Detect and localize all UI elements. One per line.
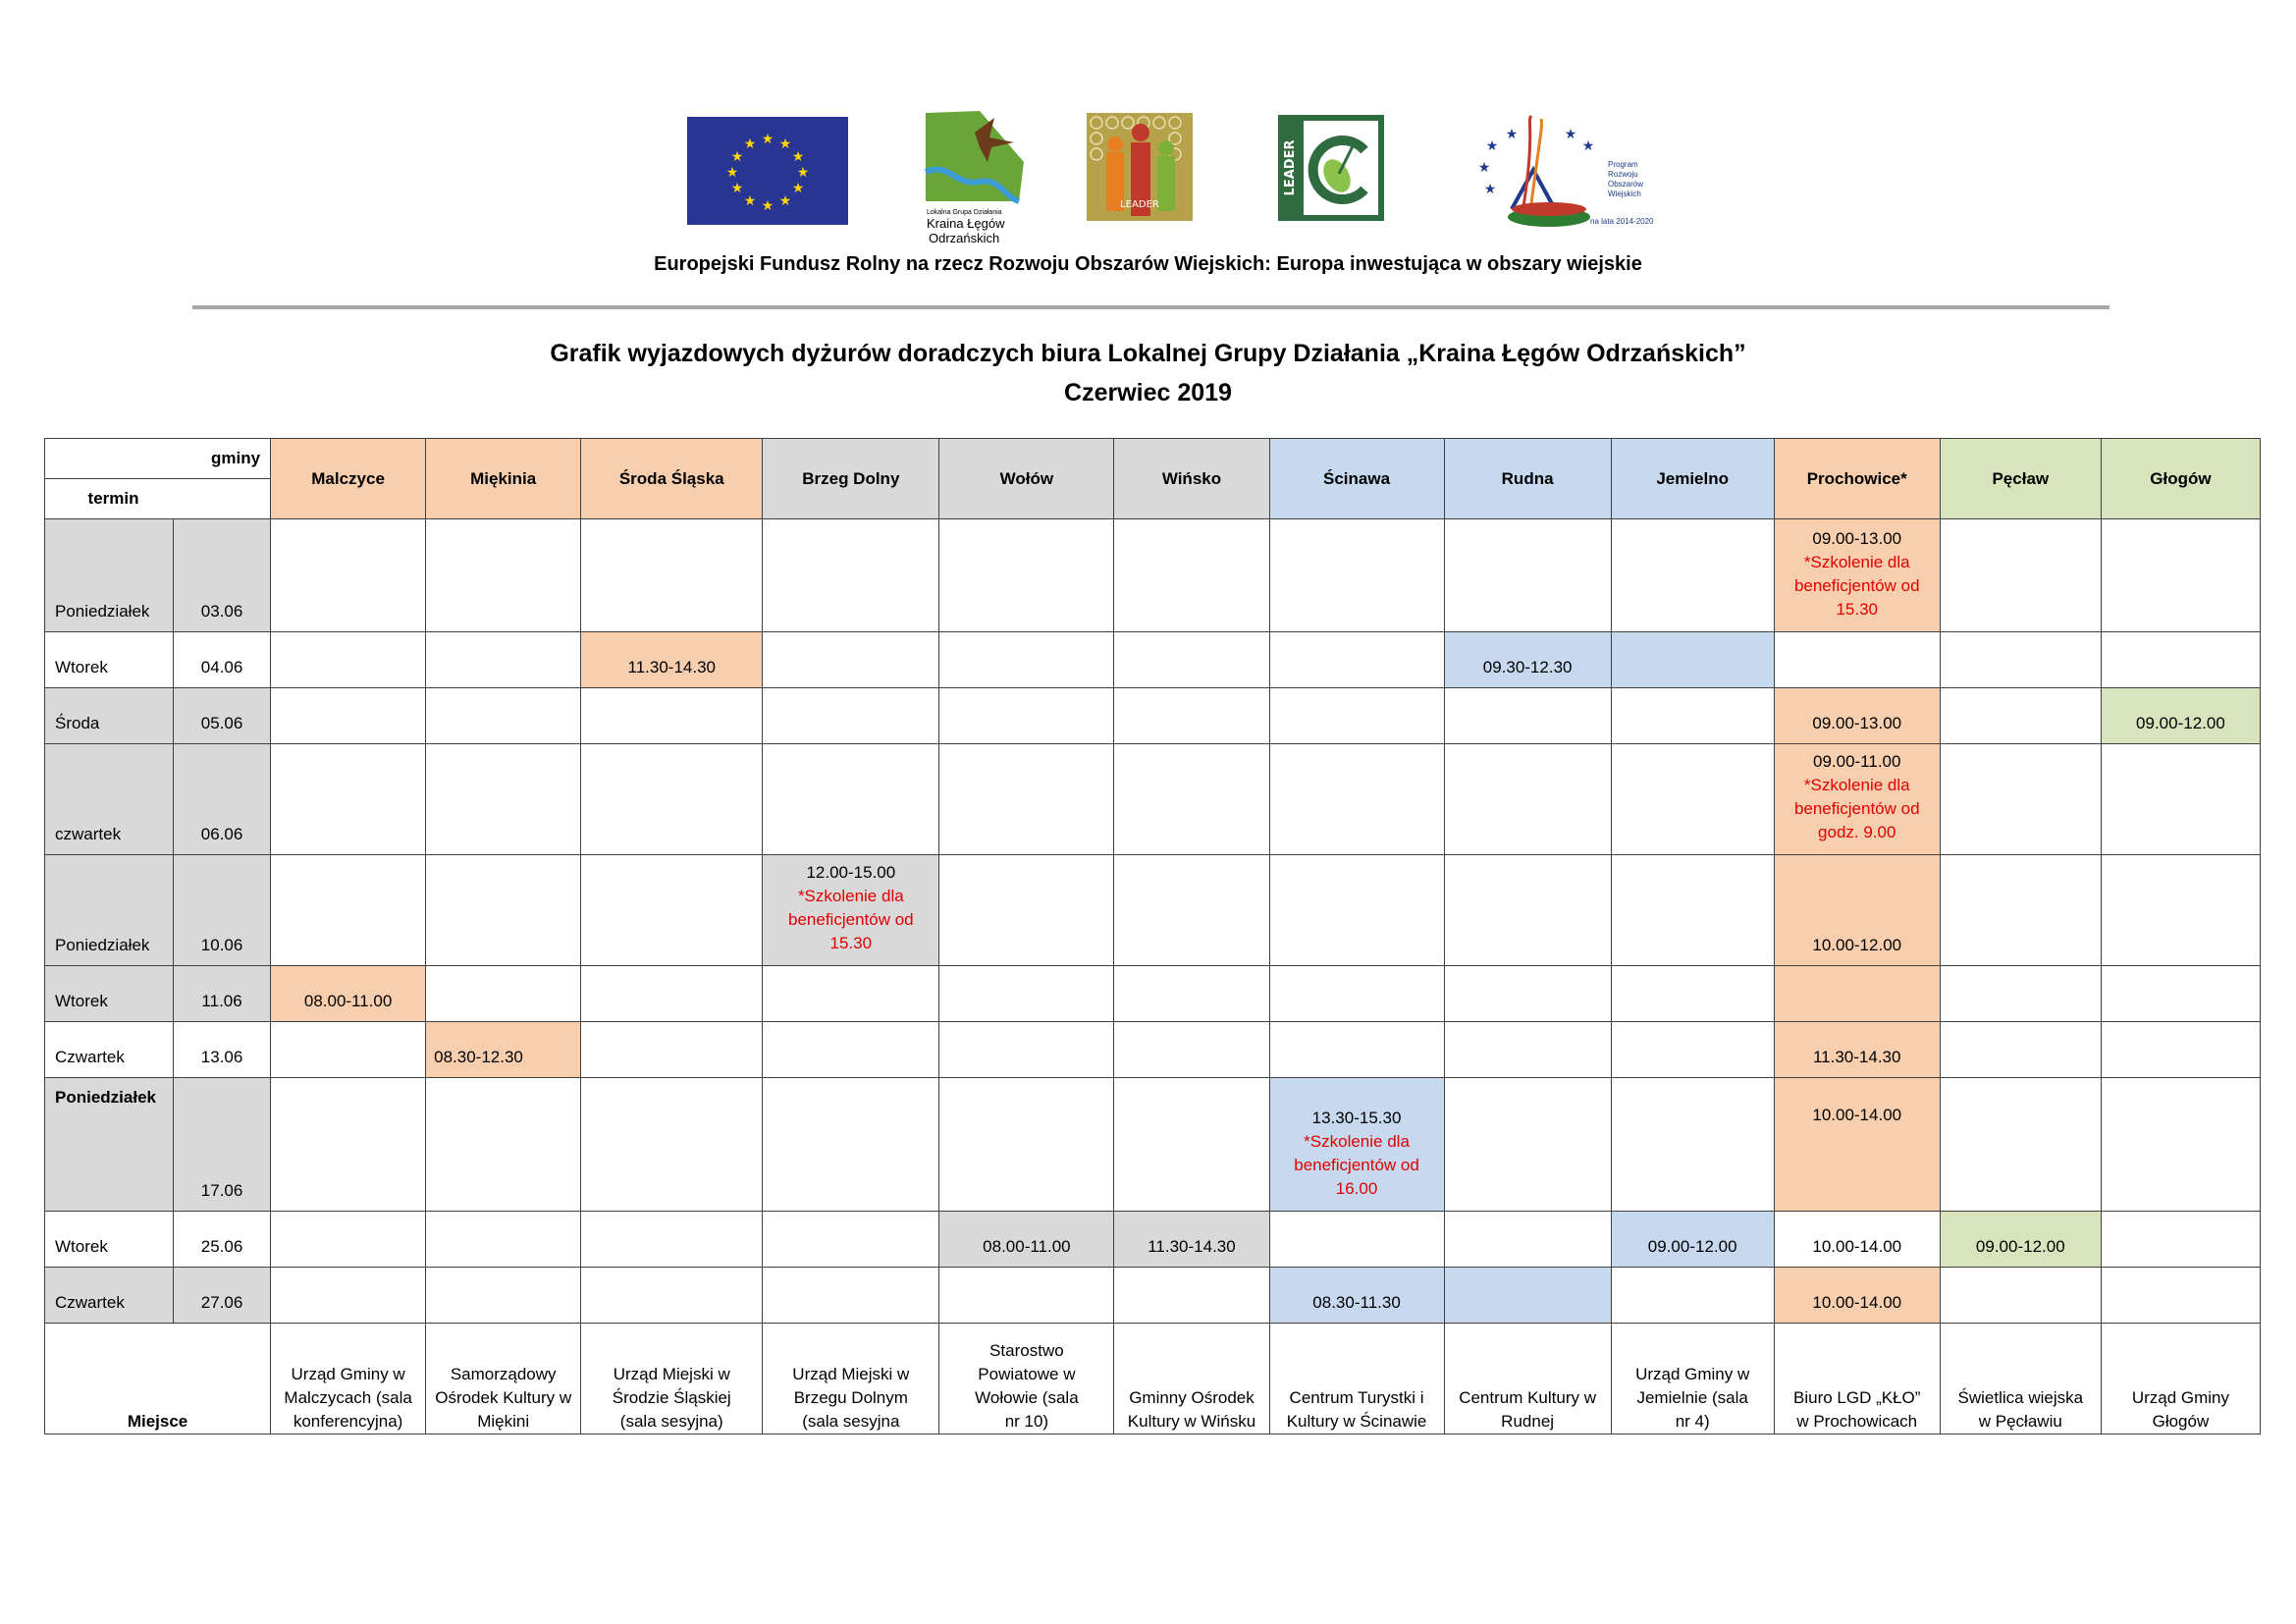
table-cell — [1444, 855, 1611, 966]
logo-bar — [0, 103, 2296, 250]
table-cell — [763, 1022, 939, 1078]
day-cell: Poniedziałek — [45, 519, 174, 632]
table-row — [45, 966, 2261, 1022]
table-cell — [939, 632, 1114, 688]
prow-text-4: Wiejskich — [1608, 189, 1641, 198]
table-cell — [1114, 1078, 1269, 1212]
divider-line — [192, 305, 2109, 309]
table-cell — [581, 1078, 763, 1212]
col-header-miekinia: Miękinia — [426, 439, 581, 519]
table-cell — [939, 855, 1114, 966]
table-cell — [1269, 966, 1444, 1022]
time-slot: 11.30-14.30 — [1774, 1022, 1940, 1078]
svg-text:★: ★ — [743, 193, 757, 209]
time-slot: 09.00-12.00 — [2101, 688, 2260, 744]
table-cell — [2101, 1022, 2260, 1078]
svg-text:★: ★ — [743, 136, 757, 152]
date-cell: 27.06 — [174, 1268, 271, 1324]
table-cell — [939, 1022, 1114, 1078]
table-cell — [939, 966, 1114, 1022]
table-cell — [1269, 1022, 1444, 1078]
col-header-brzeg-dolny: Brzeg Dolny — [763, 439, 939, 519]
table-cell — [1114, 1022, 1269, 1078]
time-slot: 09.00-12.00 — [1940, 1212, 2101, 1268]
table-cell — [581, 519, 763, 632]
lgd-emblem-icon — [921, 103, 1029, 206]
col-header-sroda-slaska: Środa Śląska — [581, 439, 763, 519]
time-slot: 09.00-12.00 — [1611, 1212, 1774, 1268]
table-cell — [581, 744, 763, 855]
table-cell — [2101, 855, 2260, 966]
table-cell — [1444, 1022, 1611, 1078]
table-cell — [763, 1212, 939, 1268]
svg-text:★: ★ — [1477, 160, 1491, 176]
table-cell — [1444, 519, 1611, 632]
table-cell — [1114, 855, 1269, 966]
corner-termin — [45, 479, 271, 519]
time-slot: 09.00-11.00 — [1812, 752, 1901, 771]
date-cell: 13.06 — [174, 1022, 271, 1078]
table-cell — [1940, 855, 2101, 966]
schedule-table — [44, 438, 2261, 1435]
time-slot: 08.00-11.00 — [271, 966, 426, 1022]
svg-text:★: ★ — [730, 181, 744, 196]
time-slot: 10.00-14.00 — [1774, 1212, 1940, 1268]
training-note: *Szkolenie dla beneficjentów od godz. 9.00 — [1793, 776, 1920, 841]
table-cell — [1774, 519, 1940, 632]
table-cell — [581, 688, 763, 744]
day-cell: Środa — [45, 688, 174, 744]
table-cell — [763, 688, 939, 744]
lgd-logo-line1: Lokalna Grupa Działania — [927, 209, 1002, 216]
table-cell — [271, 744, 426, 855]
table-cell — [2101, 519, 2260, 632]
svg-text:★: ★ — [1485, 138, 1499, 154]
training-note: *Szkolenie dla beneficjentów od 15.30 — [788, 887, 914, 952]
table-cell — [939, 744, 1114, 855]
table-cell — [1940, 519, 2101, 632]
place-cell: Świetlica wiejska w Pęcławiu — [1940, 1324, 2101, 1435]
day-cell: Wtorek — [45, 966, 174, 1022]
training-note: *Szkolenie dla beneficjentów od 15.30 — [1793, 553, 1920, 619]
place-label: Miejsce — [45, 1324, 271, 1435]
prow-text-5: na lata 2014-2020 — [1590, 217, 1654, 226]
prow-logo — [1472, 111, 1669, 239]
table-cell — [1114, 1268, 1269, 1324]
table-cell — [426, 519, 581, 632]
day-cell: Poniedziałek — [45, 855, 174, 966]
table-cell — [1774, 744, 1940, 855]
date-cell: 03.06 — [174, 519, 271, 632]
page-title — [0, 334, 2296, 412]
time-slot: 13.30-15.30 — [1311, 1109, 1402, 1127]
place-cell: Urząd Miejski w Środzie Śląskiej (sala sesyjna) — [581, 1324, 763, 1435]
corner-termin-label: termin — [87, 489, 139, 508]
fund-subtitle: Europejski Fundusz Rolny na rzecz Rozwoju Obszarów Wiejskich: Europa inwestująca w obszary wiejskie — [654, 253, 1642, 275]
table-row — [45, 1212, 2261, 1268]
corner-gminy-label: gminy — [211, 449, 261, 467]
day-cell: Wtorek — [45, 632, 174, 688]
table-row — [45, 744, 2261, 855]
svg-text:★: ★ — [1564, 127, 1577, 142]
training-note: *Szkolenie dla beneficjentów od 16.00 — [1294, 1132, 1419, 1198]
table-cell — [1774, 632, 1940, 688]
table-cell — [426, 744, 581, 855]
table-row — [45, 1078, 2261, 1212]
title-line-2: Czerwiec 2019 — [1064, 379, 1232, 406]
table-cell — [1269, 519, 1444, 632]
table-cell — [1444, 966, 1611, 1022]
table-cell — [271, 855, 426, 966]
date-cell: 10.06 — [174, 855, 271, 966]
table-cell — [2101, 966, 2260, 1022]
table-cell — [581, 966, 763, 1022]
col-header-winsko: Wińsko — [1114, 439, 1269, 519]
time-slot: 09.30-12.30 — [1444, 632, 1611, 688]
eu-flag-logo — [687, 117, 848, 225]
table-cell — [763, 1268, 939, 1324]
place-cell: Gminny Ośrodek Kultury w Wińsku — [1114, 1324, 1269, 1435]
day-cell: Wtorek — [45, 1212, 174, 1268]
svg-text:★: ★ — [761, 198, 774, 214]
place-cell: Urząd Gminy Głogów — [2101, 1324, 2260, 1435]
time-slot: 08.30-12.30 — [426, 1022, 581, 1078]
table-cell — [763, 519, 939, 632]
table-cell — [1611, 855, 1774, 966]
svg-text:★: ★ — [796, 165, 810, 181]
table-cell — [1940, 1078, 2101, 1212]
prow-text-2: Rozwoju — [1608, 170, 1638, 179]
svg-text:★: ★ — [1483, 182, 1497, 197]
svg-text:★: ★ — [761, 132, 774, 147]
date-cell: 06.06 — [174, 744, 271, 855]
leader-mosaic-text: LEADER — [1120, 199, 1159, 210]
svg-text:★: ★ — [725, 165, 739, 181]
table-cell — [581, 1268, 763, 1324]
place-cell: Urząd Gminy w Malczycach (sala konferencyjna) — [271, 1324, 426, 1435]
table-cell — [939, 688, 1114, 744]
table-cell — [1611, 966, 1774, 1022]
table-cell — [1774, 966, 1940, 1022]
date-cell: 17.06 — [174, 1078, 271, 1212]
table-cell — [1114, 744, 1269, 855]
header-row — [45, 439, 2261, 479]
lgd-logo-line2: Kraina Łęgów — [927, 216, 1005, 231]
time-slot: 12.00-15.00 — [806, 863, 896, 882]
table-cell — [1114, 519, 1269, 632]
time-slot: 10.00-14.00 — [1812, 1106, 1902, 1124]
table-cell — [1611, 1078, 1774, 1212]
table-cell — [1444, 1212, 1611, 1268]
col-header-malczyce: Malczyce — [271, 439, 426, 519]
table-cell — [271, 632, 426, 688]
date-cell: 04.06 — [174, 632, 271, 688]
table-cell — [1940, 744, 2101, 855]
table-cell — [1269, 1078, 1444, 1212]
table-cell — [1269, 1212, 1444, 1268]
table-cell — [271, 688, 426, 744]
place-cell: Urząd Gminy w Jemielnie (sala nr 4) — [1611, 1324, 1774, 1435]
corner-gminy — [45, 439, 271, 479]
svg-text:★: ★ — [1581, 138, 1595, 154]
day-cell: Czwartek — [45, 1022, 174, 1078]
table-row — [45, 519, 2261, 632]
table-cell — [2101, 744, 2260, 855]
leader-logo-text: LEADER — [1283, 139, 1298, 196]
table-cell — [1114, 688, 1269, 744]
prow-emblem-icon — [1472, 111, 1600, 234]
table-cell — [581, 1022, 763, 1078]
table-cell — [1269, 744, 1444, 855]
table-row — [45, 855, 2261, 966]
table-cell — [1611, 744, 1774, 855]
table-cell — [1611, 632, 1774, 688]
table-row — [45, 1022, 2261, 1078]
col-header-rudna: Rudna — [1444, 439, 1611, 519]
table-cell — [1114, 966, 1269, 1022]
prow-text-3: Obszarów — [1608, 180, 1644, 189]
table-row — [45, 632, 2261, 688]
day-cell — [45, 1078, 174, 1212]
table-cell — [581, 855, 763, 966]
table-cell — [1774, 1078, 1940, 1212]
title-line-1: Grafik wyjazdowych dyżurów doradczych biura Lokalnej Grupy Działania „Kraina Łęgów Odrzańskich” — [550, 340, 1746, 367]
time-slot: 08.30-11.30 — [1269, 1268, 1444, 1324]
col-header-jemielno: Jemielno — [1611, 439, 1774, 519]
place-cell: Centrum Kultury w Rudnej — [1444, 1324, 1611, 1435]
day-cell: czwartek — [45, 744, 174, 855]
time-slot: 11.30-14.30 — [581, 632, 763, 688]
table-cell — [1940, 1022, 2101, 1078]
table-cell — [763, 1078, 939, 1212]
col-header-scinawa: Ścinawa — [1269, 439, 1444, 519]
date-cell: 05.06 — [174, 688, 271, 744]
date-cell: 11.06 — [174, 966, 271, 1022]
col-header-prochowice: Prochowice* — [1774, 439, 1940, 519]
table-cell — [1940, 966, 2101, 1022]
leader-logo — [1278, 115, 1384, 221]
table-cell — [2101, 1212, 2260, 1268]
place-cell: Centrum Turystki i Kultury w Ścinawie — [1269, 1324, 1444, 1435]
svg-text:★: ★ — [730, 149, 744, 165]
place-row — [45, 1324, 2261, 1435]
table-cell — [426, 1078, 581, 1212]
table-cell — [1940, 632, 2101, 688]
lgd-logo-line3: Odrzańskich — [929, 231, 1000, 245]
svg-text:★: ★ — [1505, 127, 1519, 142]
place-cell: Urząd Miejski w Brzegu Dolnym (sala sesyjna — [763, 1324, 939, 1435]
table-cell — [426, 688, 581, 744]
table-cell — [426, 632, 581, 688]
svg-text:★: ★ — [778, 136, 792, 152]
time-slot: 11.30-14.30 — [1114, 1212, 1269, 1268]
table-row — [45, 1268, 2261, 1324]
table-cell — [271, 1022, 426, 1078]
table-cell — [271, 519, 426, 632]
col-header-wolow: Wołów — [939, 439, 1114, 519]
svg-text:★: ★ — [778, 193, 792, 209]
table-cell — [1269, 632, 1444, 688]
table-cell — [1444, 744, 1611, 855]
table-cell — [271, 1268, 426, 1324]
table-cell — [763, 966, 939, 1022]
table-cell — [2101, 1078, 2260, 1212]
table-cell — [426, 1268, 581, 1324]
table-cell — [763, 855, 939, 966]
time-slot: 10.00-14.00 — [1774, 1268, 1940, 1324]
table-cell — [1940, 688, 2101, 744]
place-cell: Samorządowy Ośrodek Kultury w Miękini — [426, 1324, 581, 1435]
leader-mosaic-logo — [1087, 113, 1193, 221]
table-cell — [763, 744, 939, 855]
table-cell — [763, 632, 939, 688]
place-cell: Starostwo Powiatowe w Wołowie (sala nr 10) — [939, 1324, 1114, 1435]
table-cell — [426, 966, 581, 1022]
table-cell — [426, 1212, 581, 1268]
lgd-logo — [921, 103, 1039, 250]
table-cell — [1611, 688, 1774, 744]
table-cell — [1611, 1022, 1774, 1078]
time-slot: 09.00-13.00 — [1774, 688, 1940, 744]
time-slot: 09.00-13.00 — [1812, 529, 1902, 548]
svg-text:★: ★ — [791, 181, 805, 196]
table-cell — [1444, 1078, 1611, 1212]
table-cell — [939, 519, 1114, 632]
time-slot: 10.00-12.00 — [1774, 855, 1940, 966]
table-cell — [2101, 1268, 2260, 1324]
prow-text-1: Program — [1608, 160, 1638, 169]
col-header-peclaw: Pęcław — [1940, 439, 2101, 519]
date-cell: 25.06 — [174, 1212, 271, 1268]
svg-text:★: ★ — [791, 149, 805, 165]
table-cell — [581, 1212, 763, 1268]
place-cell: Biuro LGD „KŁO” w Prochowicach — [1774, 1324, 1940, 1435]
table-cell — [271, 1212, 426, 1268]
table-cell — [271, 1078, 426, 1212]
table-cell — [1269, 855, 1444, 966]
day-cell: Czwartek — [45, 1268, 174, 1324]
table-cell — [1114, 632, 1269, 688]
table-cell — [1444, 1268, 1611, 1324]
table-cell — [426, 855, 581, 966]
table-cell — [939, 1078, 1114, 1212]
table-row — [45, 688, 2261, 744]
table-cell — [1611, 519, 1774, 632]
time-slot: 08.00-11.00 — [939, 1212, 1114, 1268]
table-cell — [1269, 688, 1444, 744]
day-label: Poniedziałek — [55, 1088, 156, 1107]
col-header-glogow: Głogów — [2101, 439, 2260, 519]
table-cell — [2101, 632, 2260, 688]
table-cell — [1444, 688, 1611, 744]
table-cell — [1940, 1268, 2101, 1324]
table-cell — [1611, 1268, 1774, 1324]
table-cell — [939, 1268, 1114, 1324]
